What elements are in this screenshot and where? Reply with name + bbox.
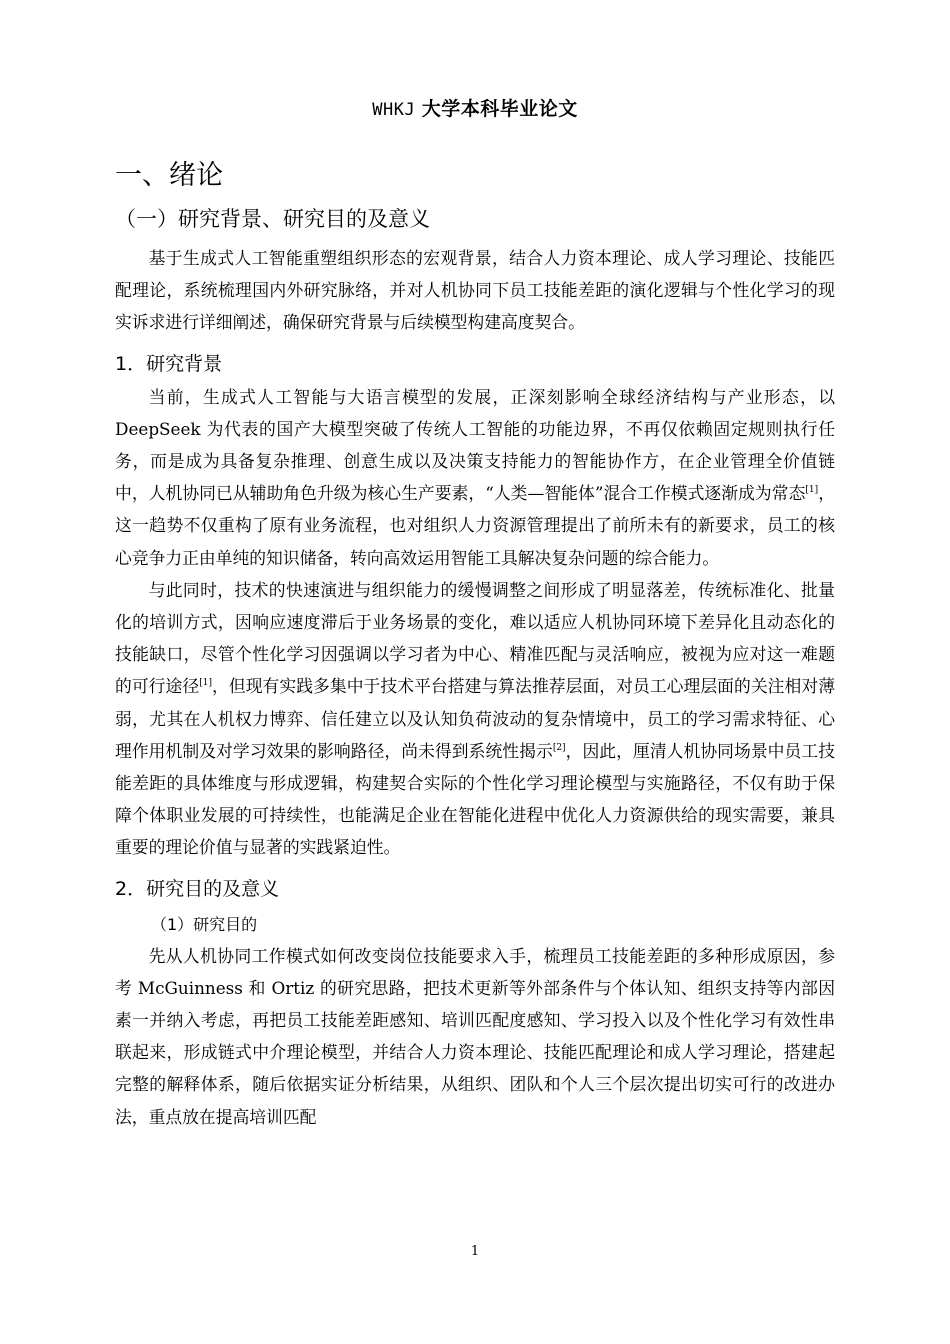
running-header	[0, 96, 950, 123]
chapter-title: 一、绪论	[115, 160, 223, 191]
background-paragraph-2	[115, 574, 835, 864]
page-body	[115, 154, 835, 1133]
header-latin-text: WHKJ	[372, 100, 416, 120]
header-university-text: 大学本科毕业论文	[421, 98, 578, 120]
page-number: 1	[470, 1244, 480, 1259]
purpose-paragraph: 先从人机协同工作模式如何改变岗位技能要求入手，梳理员工技能差距的多种形成原因，参考 McGuinness 和 Ortiz 的研究思路，把技术更新等外部条件与个体认知、组织支持等内部因素一并纳入考虑，再把员工技能差距感知、培训匹配度感知、学习投入以及个性化学习有效性串联起来，形成链式中介理论模型，并结合人力资本理论、技能匹配理论和成人学习理论，搭建起完整的解释体系，随后依据实证分析结果，从组织、团队和个人三个层次提出切实可行的改进办法，重点放在提高培训匹配	[115, 945, 835, 1127]
text-run: ，但现有实践多集中于技术平台搭建与算法推荐层面，对员工心理层面的关注相对薄弱，尤其在人机权力博弈、信任建立以及认知负荷波动的复杂情境中，员工的学习需求特征、心理作用机制及对学习效果的影响路径，尚未得到系统性揭示	[115, 676, 835, 761]
citation-marker: [1]	[199, 678, 212, 689]
text-run: 当前，生成式人工智能与大语言模型的发展，正深刻影响全球经济结构与产业形态，以 DeepSeek 为代表的国产大模型突破了传统人工智能的功能边界，不再仅依赖固定规则执行任务，而是成为具备复杂推理、创意生成以及决策支持能力的智能协作方，在企业管理全价值链中，人机协同已从辅助角色升级为核心生产要素，“人类—智能体”混合工作模式逐渐成为常态	[115, 386, 835, 504]
intro-paragraph: 基于生成式人工智能重塑组织形态的宏观背景，结合人力资本理论、成人学习理论、技能匹配理论，系统梳理国内外研究脉络，并对人机协同下员工技能差距的演化逻辑与个性化学习的现实诉求进行详细阐述，确保研究背景与后续模型构建高度契合。	[115, 248, 835, 333]
background-paragraph-1	[115, 381, 835, 574]
minor-title-research-purpose: （1）研究目的	[151, 914, 258, 934]
subsection-title-background: 1．研究背景	[115, 352, 223, 375]
text-run: ，因此，厘清人机协同场景中员工技能差距的具体维度与形成逻辑，构建契合实际的个性化学习理论模型与实施路径，不仅有助于保障个体职业发展的可持续性，也能满足企业在智能化进程中优化人力资源供给的现实需要，兼具重要的理论价值与显著的实践紧迫性。	[115, 740, 835, 858]
text-run: 与此同时，技术的快速演进与组织能力的缓慢调整之间形成了明显落差，传统标准化、批量化的培训方式，因响应速度滞后于业务场景的变化，难以适应人机协同环境下差异化且动态化的技能缺口，尽管个性化学习因强调以学习者为中心、精准匹配与灵活响应，被视为应对这一难题的可行途径	[115, 579, 835, 697]
citation-marker: [2]	[552, 742, 566, 753]
citation-marker: [1]	[805, 485, 819, 496]
text-run: ，这一趋势不仅重构了原有业务流程，也对组织人力资源管理提出了前所未有的新要求，员工的核心竞争力正由单纯的知识储备，转向高效运用智能工具解决复杂问题的综合能力。	[115, 483, 835, 568]
section-title: （一）研究背景、研究目的及意义	[115, 207, 430, 231]
subsection-title-purpose: 2．研究目的及意义	[115, 877, 280, 900]
